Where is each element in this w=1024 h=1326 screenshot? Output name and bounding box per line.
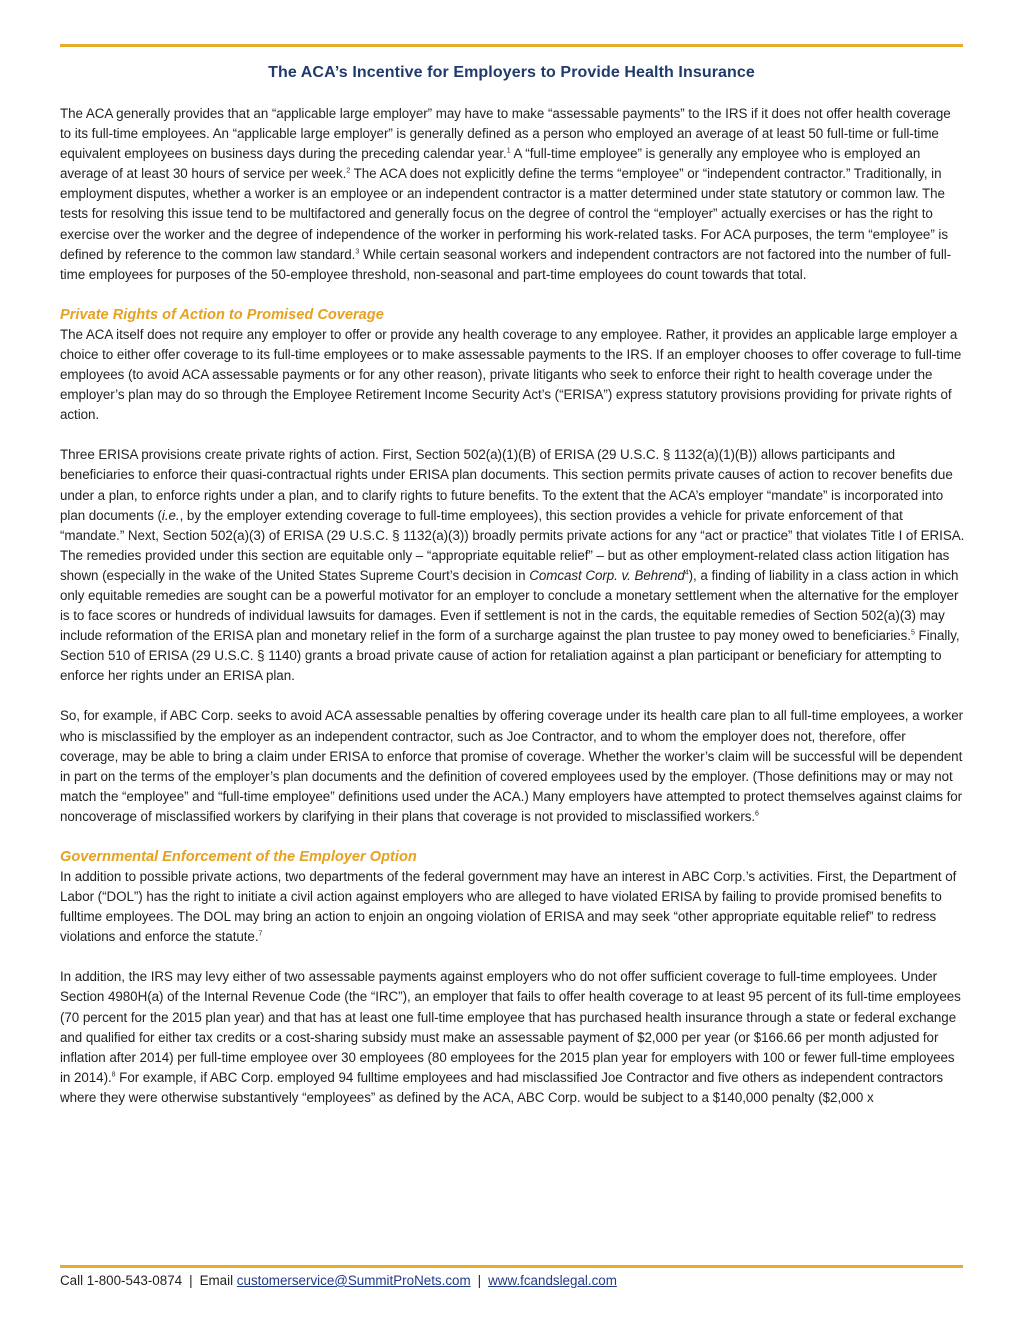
footnote-ref-7: 7 [258, 930, 263, 938]
email-label: Email [199, 1273, 234, 1288]
paragraph-irs-payments: In addition, the IRS may levy either of two assessable payments against employers who do not offer sufficient coverage to full-time employees. Under Section 4980H(a) of the Internal Revenue Code (the “IRC”), an employer that fails to offer health coverage to at least 95 percent of its full-time employees (70 percent for the 2015 plan year) and that has at least one full-time employee that has purchased health insurance through a state or federal exchange and qualified for either tax credits or a cost-sharing subsidy must make an assessable payment of $2,000 per year (or $166.66 per month adjusted for inflation after 2014) per full-time employee over 30 employees (80 employees for the 2015 plan year for employers with 100 or fewer full-time employees in 2014).$^8$ For example, if ABC Corp. employed 94 fulltime employees and had misclassified Joe Contractor and five others as independent contractors where they were otherwise substantively “employees” as defined by the ACA, ABC Corp. would be subject to a $140,000 penalty ($2,000 x [60, 969, 961, 1105]
paragraph-aca-overview: The ACA generally provides that an “applicable large employer” may have to make “assessable payments” to the IRS if it does not offer health coverage to its full-time employees. An “applicable large employer” is generally defined as a person who employed an average of at least 50 full-time or full-time equivalent employees on business days during the preceding calendar year.$^1$ A “full-time employee” is generally any employee who is employed an average of at least 30 hours of service per week.$^2$ The ACA does not explicitly define the terms “employee” or “independent contractor.” Traditionally, in employment disputes, whether a worker is an employee or an independent contractor is a matter determined under state statutory or common law. The tests for resolving this issue tend to be multifactored and generally focus on the degree of control the “employer” actually exercises or has the right to exercise over the worker and the degree of independence of the worker in performing his work-related tasks. For ACA purposes, the term “employee” is defined by reference to the common law standard.$^3$ While certain seasonal workers and independent contractors are not factored into the number of full-time employees for purposes of the 50-employee threshold, non-seasonal and part-time employees do count towards that total. [60, 106, 952, 282]
page-title: The ACA’s Incentive for Employers to Provide Health Insurance [268, 64, 755, 81]
separator: | [477, 1273, 482, 1288]
paragraph-dol-enforcement: In addition to possible private actions, two departments of the federal government may have an interest in ABC Corp.’s activities. First, the Department of Labor (“DOL”) has the right to initiate a civil action against employers who are alleged to have violated ERISA by failing to provide promised benefits to fulltime employees. The DOL may bring an action to enjoin an ongoing violation of ERISA and may seek “other appropriate equitable relief” to redress violations and enforce the statute.$^7$ [60, 869, 957, 945]
section-heading-private-rights: Private Rights of Action to Promised Coverage [60, 306, 384, 323]
article-body [60, 104, 965, 1108]
phone-number: Call 1-800-543-0874 [60, 1273, 183, 1288]
footnote-ref-4: 4 [684, 569, 689, 577]
footer-contact [60, 1273, 617, 1288]
footnote-ref-6: 6 [755, 810, 759, 818]
footnote-ref-3: 3 [355, 248, 360, 256]
website-link[interactable]: www.fcandslegal.com [488, 1273, 617, 1288]
footnote-ref-5: 5 [910, 629, 915, 637]
paragraph-abc-example: So, for example, if ABC Corp. seeks to avoid ACA assessable penalties by offering coverage under its health care plan to all full-time employees, a worker who is misclassified by the employer as an independent contractor, such as Joe Contractor, and to whom the employer does not, therefore, offer coverage, may be able to bring a claim under ERISA to enforce that promise of coverage. Whether the worker’s claim will be successful will be dependent in part on the terms of the employer’s plan documents and the definition of covered employees used by the employer. (Those definitions may or may not match the “employee” and “full-time employee” definitions used under the ACA.) Many employers have attempted to protect themselves against claims for noncoverage of misclassified workers by clarifying in their plans that coverage is not provided to misclassified workers.$^6$ [60, 708, 964, 824]
separator: | [189, 1273, 193, 1288]
section-heading-governmental-enforcement: Governmental Enforcement of the Employer Option [60, 849, 417, 865]
top-divider [60, 44, 963, 47]
paragraph-erisa-provisions: Three ERISA provisions create private rights of action. First, Section 502(a)(1)(B) of ERISA (29 U.S.C. § 1132(a)(1)(B)) allows participants and beneficiaries to enforce their quasi-contractual rights under ERISA plan documents. This section permits private causes of action to recover benefits due under a plan, to enforce rights under a plan, and to clarify rights to future benefits. To the extent that the ACA’s employer “mandate” is incorporated into plan documents (i.e., by the employer extending coverage to full-time employees), this section provides a vehicle for private enforcement of that “mandate.” Next, Section 502(a)(3) of ERISA (29 U.S.C. § 1132(a)(3)) broadly permits private actions for any “act or practice” that violates Title I of ERISA. The remedies provided under this section are equitable only – “appropriate equitable relief” – but as other employment-related class action litigation has shown (especially in the wake of the United States Supreme Court’s decision in Comcast Corp. v. Behrend$^4$), a finding of liability in a class action in which only equitable remedies are sought can be a powerful motivator for an employer to conclude a monetary settlement when the alternative for the employer is to face scores or hundreds of individual lawsuits for damages. Even if settlement is not in the cards, the equitable remedies of Section 502(a)(3) may include reformation of the ERISA plan and monetary relief in the form of a surcharge against the plan trustee to pay money owed to beneficiaries.$^5$ Finally, Section 510 of ERISA (29 U.S.C. § 1140) grants a broad private cause of action for retaliation against a plan participant or beneficiary for attempting to enforce her rights under an ERISA plan. [60, 447, 965, 684]
footnote-ref-2: 2 [346, 167, 351, 175]
bottom-divider [60, 1265, 963, 1268]
case-citation: Comcast Corp. v. Behrend [529, 567, 685, 583]
footnote-ref-8: 8 [111, 1071, 116, 1079]
footnote-ref-1: 1 [506, 147, 511, 155]
email-link[interactable]: customerservice@SummitProNets.com [236, 1273, 471, 1288]
paragraph-employer-choice: The ACA itself does not require any employer to offer or provide any health coverage to any employee. Rather, it provides an applicable large employer a choice to either offer coverage to its full-time employees or to make assessable payments to the IRS. If an employer chooses to offer coverage to full-time employees (to avoid ACA assessable payments or for any other reason), private litigants who seek to enforce their right to health coverage under the employer’s plan may do so through the Employee Retirement Income Security Act’s (“ERISA”) express statutory provisions providing for private rights of action. [60, 326, 962, 423]
